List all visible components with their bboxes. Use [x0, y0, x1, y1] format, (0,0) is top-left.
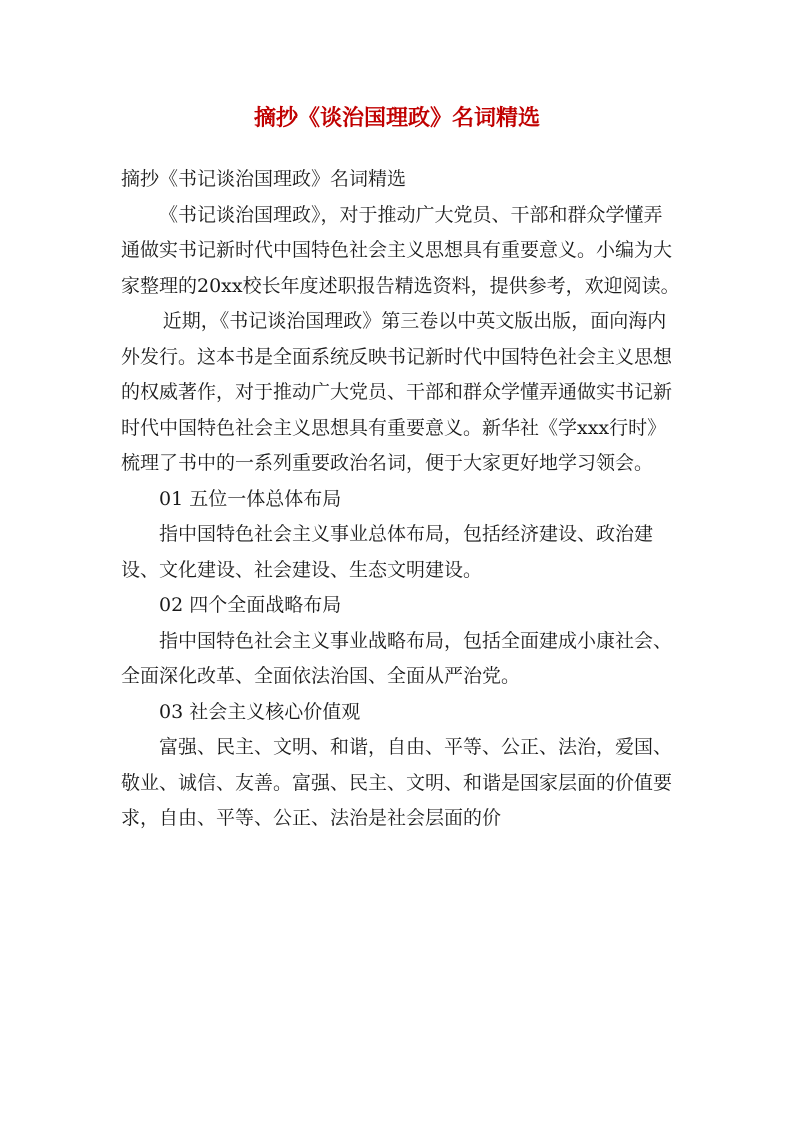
paragraph: 富强、民主、文明、和谐，自由、平等、公正、法治，爱国、敬业、诚信、友善。富强、民主、文明、和谐是国家层面的价值要求，自由、平等、公正、法治是社会层面的价: [121, 736, 673, 829]
paragraph: 指中国特色社会主义事业战略布局，包括全面建成小康社会、全面深化改革、全面依法治国、全面从严治党。: [121, 629, 673, 687]
section-heading: 03 社会主义核心价值观: [159, 700, 361, 723]
document-body: [121, 162, 681, 837]
paragraph: 指中国特色社会主义事业总体布局，包括经济建设、政治建设、文化建设、社会建设、生态文明建设。: [121, 523, 654, 581]
paragraph: 《书记谈治国理政》，对于推动广大党员、干部和群众学懂弄通做实书记新时代中国特色社会主义思想具有重要意义。小编为大家整理的20xx校长年度述职报告精选资料，提供参考，欢迎阅读。: [121, 203, 680, 297]
paragraph: 摘抄《书记谈治国理政》名词精选: [121, 168, 407, 190]
section-heading: 02 四个全面战略布局: [159, 594, 342, 616]
section-heading: 01 五位一体总体布局: [159, 487, 342, 510]
document-title: 摘抄《谈治国理政》名词精选: [253, 105, 540, 131]
paragraph: 近期，《书记谈治国理政》第三卷以中英文版出版，面向海内外发行。这本书是全面系统反映书记新时代中国特色社会主义思想的权威著作，对于推动广大党员、干部和群众学懂弄通做实书记新时代中国特色社会主义思想具有重要意义。新华社《学xxx行时》梳理了书中的一系列重要政治名词，便于大家更好地学习领会。: [121, 310, 673, 474]
